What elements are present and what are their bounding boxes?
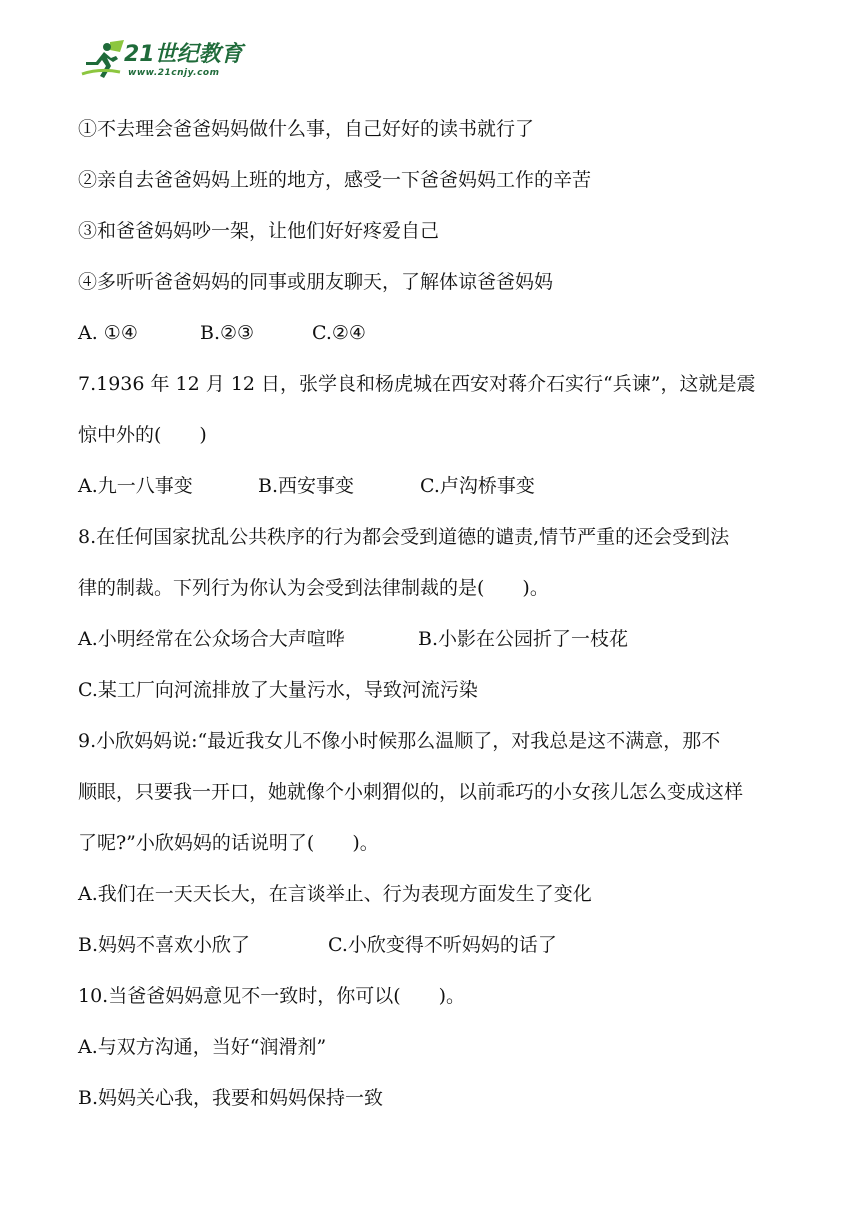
q7-options <box>78 461 798 512</box>
q8-option-c: C.某工厂向河流排放了大量污水，导致河流污染 <box>78 679 478 701</box>
q10-option-a: A.与双方沟通，当好“润滑剂” <box>78 1036 327 1058</box>
q6-choice-3: ③和爸爸妈妈吵一架，让他们好好疼爱自己 <box>78 220 440 242</box>
q6-choice-1: ①不去理会爸爸妈妈做什么事，自己好好的读书就行了 <box>78 118 535 140</box>
q6-options <box>78 308 798 359</box>
q6-option-a: A. ①④ <box>78 322 138 344</box>
q6-choice-2: ②亲自去爸爸妈妈上班的地方，感受一下爸爸妈妈工作的辛苦 <box>78 169 592 191</box>
q7-stem-line-1: 7.1936 年 12 月 12 日，张学良和杨虎城在西安对蒋介石实行“兵谏”，这就是震 <box>78 373 756 395</box>
q9-options <box>78 920 798 971</box>
q9-option-a: A.我们在一天天长大，在言谈举止、行为表现方面发生了变化 <box>78 883 592 905</box>
logo-title: 21世纪教育 <box>124 42 243 67</box>
q9-option-c: C.小欣变得不听妈妈的话了 <box>328 934 557 956</box>
q9-stem-line-3: 了呢?”小欣妈妈的话说明了( )。 <box>78 832 379 854</box>
question-content <box>78 104 798 1124</box>
q8-option-a: A.小明经常在公众场合大声喧哗 <box>78 628 345 650</box>
q6-option-b: B.②③ <box>200 322 255 344</box>
q10-option-b: B.妈妈关心我，我要和妈妈保持一致 <box>78 1087 384 1109</box>
q8-options <box>78 614 798 665</box>
q9-stem-line-1: 9.小欣妈妈说:“最近我女儿不像小时候那么温顺了，对我总是这不满意，那不 <box>78 730 721 752</box>
q6-choice-4: ④多听听爸爸妈妈的同事或朋友聊天，了解体谅爸爸妈妈 <box>78 271 554 293</box>
q7-option-b: B.西安事变 <box>258 475 355 497</box>
running-figure-icon <box>80 40 128 80</box>
q7-option-a: A.九一八事变 <box>78 475 193 497</box>
q9-stem-line-2: 顺眼，只要我一开口，她就像个小刺猬似的，以前乖巧的小女孩儿怎么变成这样 <box>78 781 744 803</box>
q8-option-b: B.小影在公园折了一枝花 <box>418 628 629 650</box>
q6-option-c: C.②④ <box>312 322 366 344</box>
site-logo <box>80 38 250 86</box>
q10-stem: 10.当爸爸妈妈意见不一致时，你可以( )。 <box>78 985 466 1007</box>
q7-option-c: C.卢沟桥事变 <box>420 475 535 497</box>
q7-stem-line-2: 惊中外的( ) <box>78 424 207 446</box>
q8-stem-line-1: 8.在任何国家扰乱公共秩序的行为都会受到道德的谴责,情节严重的还会受到法 <box>78 526 730 548</box>
logo-url: www.21cnjy.com <box>128 68 220 78</box>
q8-stem-line-2: 律的制裁。下列行为你认为会受到法律制裁的是( )。 <box>78 577 549 599</box>
q9-option-b: B.妈妈不喜欢小欣了 <box>78 934 251 956</box>
